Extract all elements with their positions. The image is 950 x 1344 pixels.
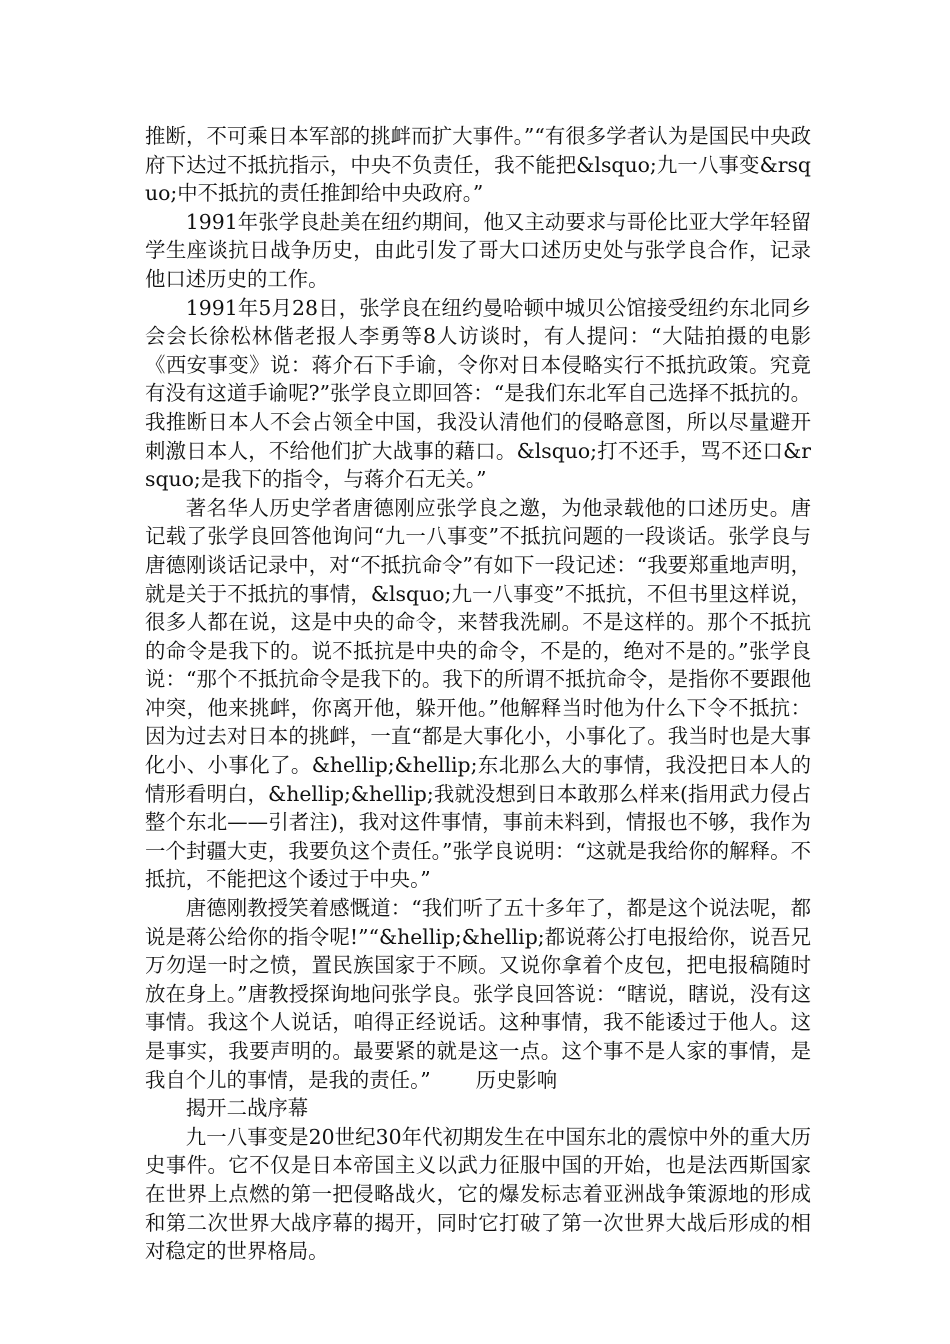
paragraph-historical-impact: 九一八事变是20世纪30年代初期发生在中国东北的震惊中外的重大历史事件。它不仅是日本帝国主义以武力征服中国的开始，也是法西斯国家在世界上点燃的第一把侵略战火，它的爆发标志着亚洲战争策源地的形成和第二次世界大战序幕的揭开，同时它打破了第一次世界大战后形成的相对稳定的世界格局。 — [145, 1124, 811, 1264]
paragraph-text: 唐德刚教授笑着感慨道：“我们听了五十多年了，都是这个说法呢，都说是蒋公给你的指令呢!”“&hellip;&hellip;都说蒋公打电报给你，说吾兄万勿逞一时之愤，置民族国家于不顾。又说你拿着个皮包，把电报稿随时放在身上。”唐教授探询地问张学良。张学良回答说：“瞎说，瞎说，没有这事情。我这个人说话，咱得正经说话。这种事情，我不能诿过于他人。这是事实，我要声明的。最要紧的就是这一点。这个事不是人家的事情，是我自个儿的事情，是我的责任。” — [145, 896, 811, 1092]
paragraph-continuation: 推断，不可乘日本军部的挑衅而扩大事件。”“有很多学者认为是国民中央政府下达过不抵抗指示，中央不负责任，我不能把&lsquo;九一八事变&rsquo;中不抵抗的责任推卸给中央政府。” — [145, 124, 811, 206]
section-heading: 历史影响 — [475, 1067, 558, 1092]
subheading: 揭开二战序幕 — [185, 1096, 309, 1121]
paragraph-tang-degang-response — [145, 894, 811, 1094]
paragraph-1991-interview: 1991年5月28日，张学良在纽约曼哈顿中城贝公馆接受纽约东北同乡会会长徐松林偕老报人李勇等8人访谈时，有人提问：“大陆拍摄的电影《西安事变》说：蒋介石下手谕，令你对日本侵略实行不抵抗政策。究竟有没有这道手谕呢?”张学良立即回答：“是我们东北军自己选择不抵抗的。我推断日本人不会占领全中国，我没认清他们的侵略意图，所以尽量避开刺激日本人，不给他们扩大战事的藉口。&lsquo;打不还手，骂不还口&rsquo;是我下的指令，与蒋介石无关。” — [145, 295, 811, 492]
paragraph-tang-degang-record: 著名华人历史学者唐德刚应张学良之邀，为他录载他的口述历史。唐记载了张学良回答他询问“九一八事变”不抵抗问题的一段谈话。张学良与唐德刚谈话记录中，对“不抵抗命令”有如下一段记述：“我要郑重地声明，就是关于不抵抗的事情，&lsquo;九一八事变”不抵抗，不但书里这样说，很多人都在说，这是中央的命令，来替我洗刷。不是这样的。那个不抵抗的命令是我下的。说不抵抗是中央的命令，不是的，绝对不是的。”张学良说：“那个不抵抗命令是我下的。我下的所谓不抵抗命令，是指你不要跟他冲突，他来挑衅，你离开他，躲开他。”他解释当时他为什么下令不抵抗：因为过去对日本的挑衅，一直“都是大事化小，小事化了。我当时也是大事化小、小事化了。&hellip;&hellip;东北那么大的事情，我没把日本人的情形看明白，&hellip;&hellip;我就没想到日本敢那么样来(指用武力侵占整个东北——引者注)，我对这件事情，事前未料到，情报也不够，我作为一个封疆大吏，我要负这个责任。”张学良说明：“这就是我给你的解释。不抵抗，不能把这个诿过于中央。” — [145, 495, 811, 892]
document-body — [145, 122, 811, 1266]
paragraph-columbia-interview: 1991年张学良赴美在纽约期间，他又主动要求与哥伦比亚大学年轻留学生座谈抗日战争历史，由此引发了哥大口述历史处与张学良合作，记录他口述历史的工作。 — [145, 209, 811, 291]
